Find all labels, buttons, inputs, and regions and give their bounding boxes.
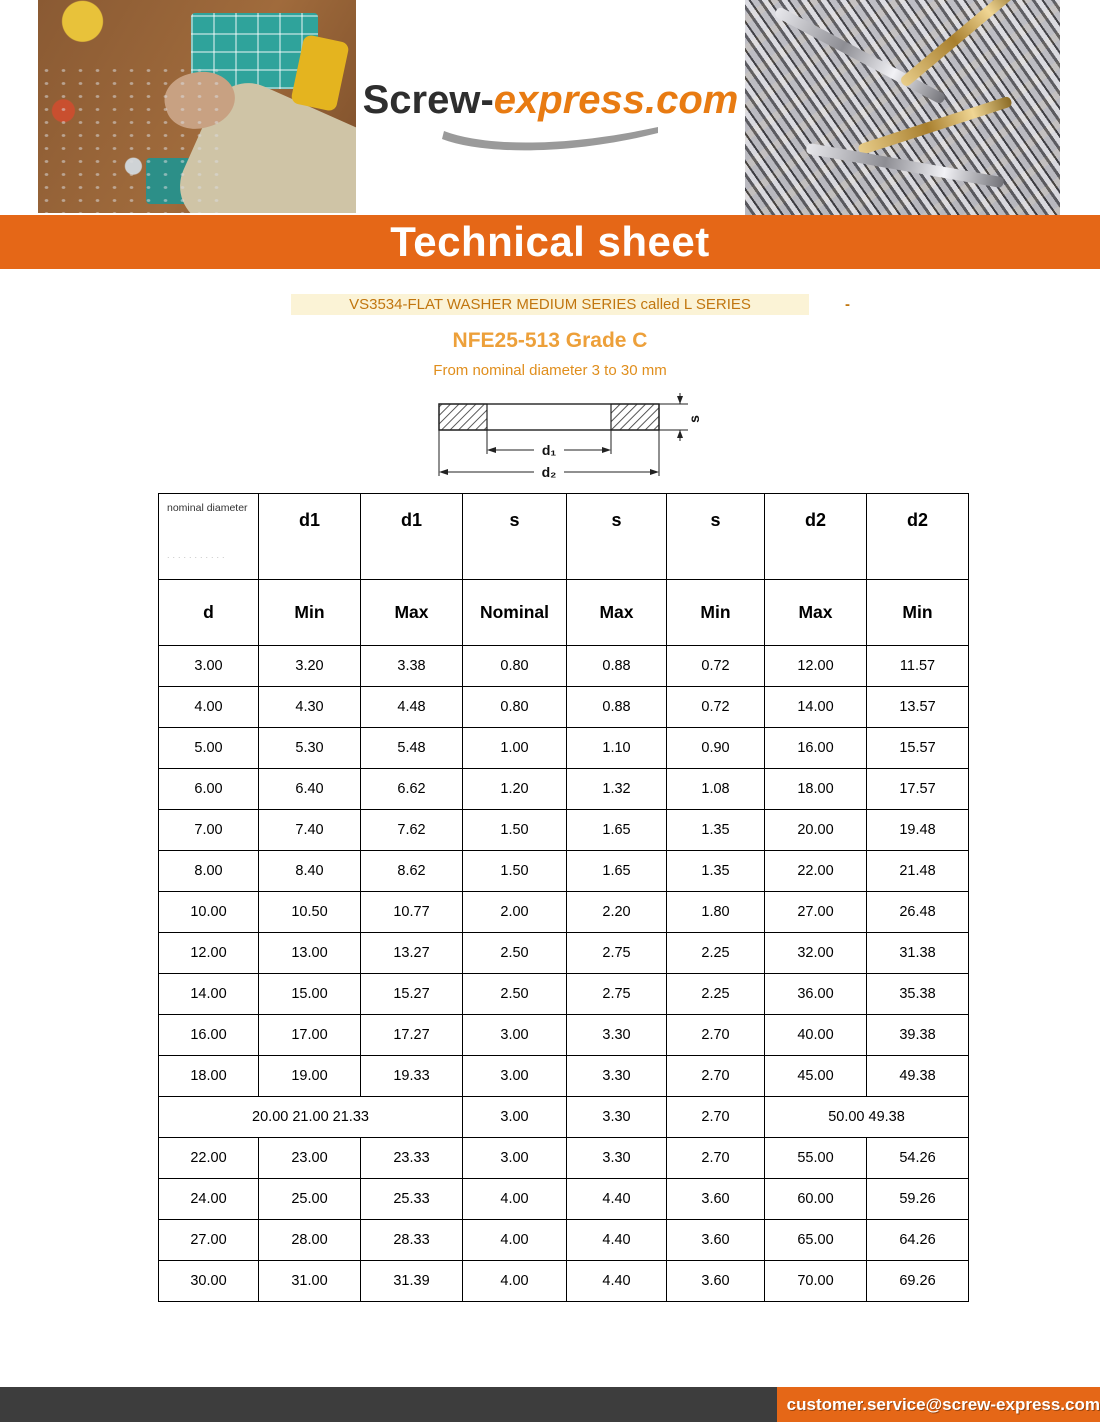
table-cell: 64.26 <box>867 1220 969 1261</box>
table-cell: 13.27 <box>361 933 463 974</box>
table-cell: 36.00 <box>765 974 867 1015</box>
table-cell: 19.00 <box>259 1056 361 1097</box>
washer-hatch-left <box>439 404 487 430</box>
table-cell: 18.00 <box>765 769 867 810</box>
table-cell: 10.50 <box>259 892 361 933</box>
table-row <box>159 769 969 810</box>
table-cell: 49.38 <box>867 1056 969 1097</box>
table-cell: 12.00 <box>159 933 259 974</box>
table-cell: 3.30 <box>567 1138 667 1179</box>
table-cell: 4.30 <box>259 687 361 728</box>
table-cell: 0.72 <box>667 646 765 687</box>
table-cell: 6.62 <box>361 769 463 810</box>
table-cell: 16.00 <box>765 728 867 769</box>
table-header-row <box>159 494 969 580</box>
column-header: d2 <box>867 494 969 580</box>
title-dash: - <box>845 296 850 313</box>
column-subheader: Nominal <box>463 580 567 646</box>
nominal-dots: ........... <box>167 550 228 560</box>
table-body <box>159 646 969 1302</box>
table-cell: 15.27 <box>361 974 463 1015</box>
table-cell: 30.00 <box>159 1261 259 1302</box>
footer-dark-bar <box>0 1387 777 1422</box>
table-row <box>159 974 969 1015</box>
series-title: VS3534-FLAT WASHER MEDIUM SERIES called L SERIES <box>291 294 809 315</box>
table-row <box>159 687 969 728</box>
table-row <box>159 646 969 687</box>
table-cell: 6.00 <box>159 769 259 810</box>
column-header: s <box>667 494 765 580</box>
table-cell: 17.57 <box>867 769 969 810</box>
table-cell: 2.25 <box>667 933 765 974</box>
column-subheader: Min <box>867 580 969 646</box>
table-cell: 0.88 <box>567 687 667 728</box>
table-row <box>159 1220 969 1261</box>
column-subheader: Max <box>567 580 667 646</box>
table-cell: 4.40 <box>567 1261 667 1302</box>
table-cell: 24.00 <box>159 1179 259 1220</box>
table-cell: 2.70 <box>667 1015 765 1056</box>
table-cell: 22.00 <box>765 851 867 892</box>
column-subheader: Max <box>765 580 867 646</box>
table-cell: 3.00 <box>463 1015 567 1056</box>
table-cell: 2.25 <box>667 974 765 1015</box>
table-cell: 2.75 <box>567 974 667 1015</box>
table-cell: 18.00 <box>159 1056 259 1097</box>
table-cell: 26.48 <box>867 892 969 933</box>
table-cell: 54.26 <box>867 1138 969 1179</box>
table-cell: 4.00 <box>463 1261 567 1302</box>
table-cell: 8.00 <box>159 851 259 892</box>
table-cell: 31.00 <box>259 1261 361 1302</box>
s-dimension-label: s <box>686 415 702 423</box>
table-cell: 65.00 <box>765 1220 867 1261</box>
table-cell: 4.00 <box>159 687 259 728</box>
table-cell: 1.80 <box>667 892 765 933</box>
column-subheader: Min <box>259 580 361 646</box>
table-cell: 2.00 <box>463 892 567 933</box>
table-cell: 1.35 <box>667 851 765 892</box>
table-cell: 23.33 <box>361 1138 463 1179</box>
column-header: s <box>463 494 567 580</box>
table-cell: 27.00 <box>765 892 867 933</box>
standard-grade-title: NFE25-513 Grade C <box>452 329 648 352</box>
table-cell: 40.00 <box>765 1015 867 1056</box>
table-cell: 13.57 <box>867 687 969 728</box>
table-cell: 11.57 <box>867 646 969 687</box>
table-cell: 17.00 <box>259 1015 361 1056</box>
table-cell: 3.00 <box>463 1056 567 1097</box>
table-cell: 19.48 <box>867 810 969 851</box>
table-cell: 1.65 <box>567 851 667 892</box>
table-cell: 3.00 <box>463 1097 567 1138</box>
table-cell: 1.20 <box>463 769 567 810</box>
table-row <box>159 1097 969 1138</box>
table-cell: 59.26 <box>867 1179 969 1220</box>
table-cell: 8.62 <box>361 851 463 892</box>
table-row <box>159 933 969 974</box>
table-cell: 2.70 <box>667 1138 765 1179</box>
table-cell: 14.00 <box>159 974 259 1015</box>
screw-graphic <box>899 0 1021 88</box>
column-subheader: Max <box>361 580 463 646</box>
column-header: d1 <box>259 494 361 580</box>
table-cell: 4.00 <box>463 1179 567 1220</box>
table-cell: 7.62 <box>361 810 463 851</box>
table-cell: 1.65 <box>567 810 667 851</box>
table-row <box>159 892 969 933</box>
table-cell: 4.40 <box>567 1220 667 1261</box>
table-cell: 13.00 <box>259 933 361 974</box>
washer-hatch-right <box>611 404 659 430</box>
screw-graphic <box>774 6 947 105</box>
dimensions-table <box>158 493 969 1302</box>
table-row <box>159 1056 969 1097</box>
table-cell: 4.00 <box>463 1220 567 1261</box>
table-row <box>159 851 969 892</box>
screw-graphic <box>806 143 1005 189</box>
logo-swoosh-icon <box>436 125 666 151</box>
table-cell: 1.00 <box>463 728 567 769</box>
column-subheader: Min <box>667 580 765 646</box>
table-cell: 39.38 <box>867 1015 969 1056</box>
table-cell: 0.80 <box>463 687 567 728</box>
page-header <box>0 0 1100 215</box>
brand-logo-prefix: Screw- <box>362 78 494 122</box>
washer-drawing <box>0 392 1100 501</box>
brand-logo-suffix: express.com <box>493 78 739 122</box>
table-cell: 3.00 <box>159 646 259 687</box>
table-cell: 28.00 <box>259 1220 361 1261</box>
table-cell: 25.00 <box>259 1179 361 1220</box>
table-cell: 70.00 <box>765 1261 867 1302</box>
table-cell: 20.00 <box>765 810 867 851</box>
table-cell: 16.00 <box>159 1015 259 1056</box>
column-header: d2 <box>765 494 867 580</box>
table-cell: 25.33 <box>361 1179 463 1220</box>
table-cell: 6.40 <box>259 769 361 810</box>
table-cell: 5.30 <box>259 728 361 769</box>
table-cell: 3.20 <box>259 646 361 687</box>
table-row <box>159 1261 969 1302</box>
banner-title: Technical sheet <box>390 218 710 265</box>
table-cell: 15.00 <box>259 974 361 1015</box>
diameter-range-subtitle: From nominal diameter 3 to 30 mm <box>433 362 667 379</box>
technical-sheet-banner <box>0 215 1100 269</box>
table-cell: 50.00 49.38 <box>765 1097 969 1138</box>
table-cell: 32.00 <box>765 933 867 974</box>
column-header: d1 <box>361 494 463 580</box>
table-cell: 3.60 <box>667 1220 765 1261</box>
table-cell: 0.72 <box>667 687 765 728</box>
table-cell: 2.70 <box>667 1056 765 1097</box>
table-cell: 45.00 <box>765 1056 867 1097</box>
table-cell: 31.39 <box>361 1261 463 1302</box>
table-row <box>159 728 969 769</box>
table-cell: 0.90 <box>667 728 765 769</box>
table-cell: 3.30 <box>567 1056 667 1097</box>
page-footer <box>0 1387 1100 1422</box>
table-cell: 1.50 <box>463 810 567 851</box>
table-cell: 7.40 <box>259 810 361 851</box>
table-cell: 23.00 <box>259 1138 361 1179</box>
table-cell: 1.50 <box>463 851 567 892</box>
table-cell: 0.80 <box>463 646 567 687</box>
table-row <box>159 1179 969 1220</box>
table-cell: 14.00 <box>765 687 867 728</box>
table-row <box>159 1138 969 1179</box>
brand-logo <box>356 0 745 215</box>
column-header: s <box>567 494 667 580</box>
table-cell: 17.27 <box>361 1015 463 1056</box>
table-cell: 55.00 <box>765 1138 867 1179</box>
series-title-row <box>0 296 1100 318</box>
table-row <box>159 810 969 851</box>
table-subheader-row <box>159 580 969 646</box>
washer-cross-section-svg <box>394 392 706 496</box>
table-cell: 2.50 <box>463 933 567 974</box>
table-head <box>159 494 969 646</box>
table-cell: 35.38 <box>867 974 969 1015</box>
table-cell: 3.60 <box>667 1261 765 1302</box>
footer-contact-bar <box>777 1387 1100 1422</box>
table-cell: 3.30 <box>567 1097 667 1138</box>
table-cell: 19.33 <box>361 1056 463 1097</box>
table-cell: 3.60 <box>667 1179 765 1220</box>
table-cell: 5.48 <box>361 728 463 769</box>
nominal-diameter-header <box>159 494 259 580</box>
table-cell: 1.08 <box>667 769 765 810</box>
table-cell: 69.26 <box>867 1261 969 1302</box>
table-cell: 22.00 <box>159 1138 259 1179</box>
screw-graphic <box>857 96 1013 156</box>
table-cell: 12.00 <box>765 646 867 687</box>
d1-dimension-label: d₁ <box>541 442 557 458</box>
table-cell: 2.50 <box>463 974 567 1015</box>
table-cell: 20.00 21.00 21.33 <box>159 1097 463 1138</box>
parts-box-graphic <box>146 158 229 205</box>
brand-logo-text <box>356 78 745 123</box>
contact-email[interactable]: customer.service@screw-express.com <box>786 1395 1100 1414</box>
table-cell: 15.57 <box>867 728 969 769</box>
table-cell: 3.38 <box>361 646 463 687</box>
d2-dimension-label: d₂ <box>541 464 557 480</box>
table-cell: 1.32 <box>567 769 667 810</box>
table-cell: 10.00 <box>159 892 259 933</box>
table-cell: 3.00 <box>463 1138 567 1179</box>
table-cell: 3.30 <box>567 1015 667 1056</box>
table-cell: 31.38 <box>867 933 969 974</box>
table-cell: 1.10 <box>567 728 667 769</box>
table-cell: 2.20 <box>567 892 667 933</box>
table-cell: 27.00 <box>159 1220 259 1261</box>
table-cell: 4.48 <box>361 687 463 728</box>
table-cell: 10.77 <box>361 892 463 933</box>
table-cell: 5.00 <box>159 728 259 769</box>
table-cell: 8.40 <box>259 851 361 892</box>
table-row <box>159 1015 969 1056</box>
document-titles <box>0 296 1100 379</box>
workbench-photo <box>38 0 356 213</box>
table-cell: 2.70 <box>667 1097 765 1138</box>
nominal-diameter-label: nominal diameter <box>167 502 248 514</box>
table-cell: 28.33 <box>361 1220 463 1261</box>
column-subheader: d <box>159 580 259 646</box>
table-cell: 1.35 <box>667 810 765 851</box>
table-cell: 4.40 <box>567 1179 667 1220</box>
table-cell: 21.48 <box>867 851 969 892</box>
table-cell: 60.00 <box>765 1179 867 1220</box>
table-cell: 2.75 <box>567 933 667 974</box>
screws-photo <box>745 0 1060 215</box>
table-cell: 7.00 <box>159 810 259 851</box>
table-cell: 0.88 <box>567 646 667 687</box>
